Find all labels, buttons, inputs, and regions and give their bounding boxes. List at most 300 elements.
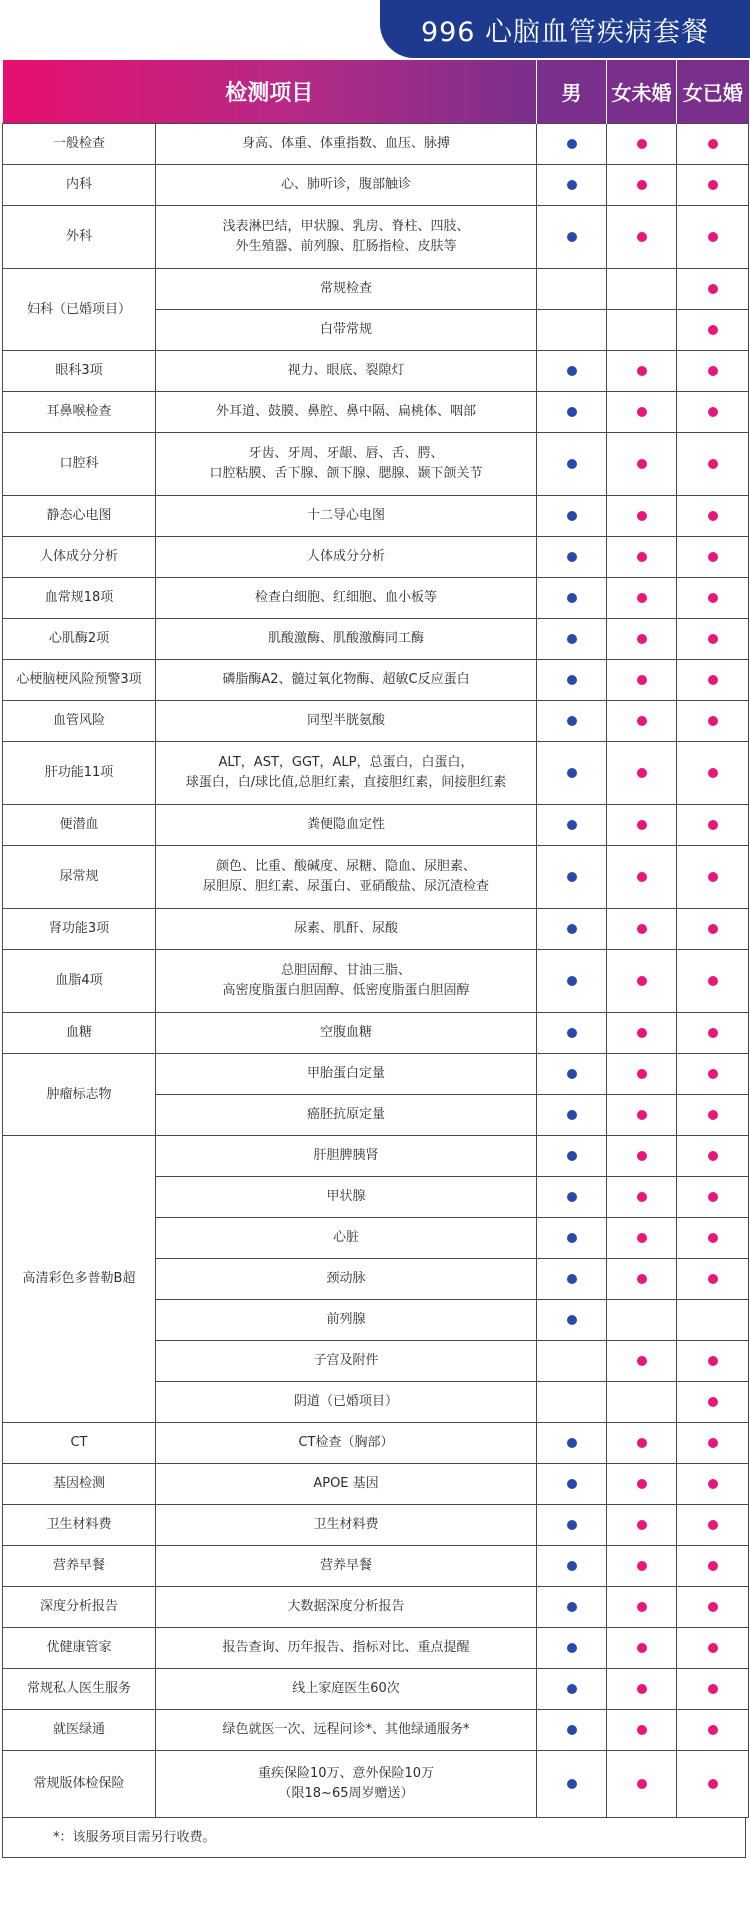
male-availability-dot	[567, 1274, 577, 1284]
availability-cell	[537, 846, 607, 909]
category-cell: 心肌酶2项	[3, 619, 156, 660]
female-unmarried-availability-dot	[637, 976, 647, 986]
male-availability-dot	[567, 1028, 577, 1038]
detail-cell	[156, 909, 537, 950]
detail-line: APOE 基因	[313, 1476, 379, 1491]
detail-line: 颈动脉	[326, 1271, 366, 1286]
footnote: *：该服务项目需另行收费。	[2, 1818, 746, 1858]
female-unmarried-availability-dot	[637, 1192, 647, 1202]
detail-cell	[156, 1259, 537, 1300]
detail-line: 磷脂酶A2、髓过氧化物酶、超敏C反应蛋白	[222, 672, 470, 687]
female-unmarried-availability-dot	[637, 1110, 647, 1120]
table-row	[3, 1505, 749, 1546]
availability-cell	[607, 1751, 677, 1818]
male-availability-dot	[567, 1779, 577, 1789]
female-married-availability-dot	[708, 1479, 718, 1489]
category-cell: 耳鼻喉检查	[3, 392, 156, 433]
availability-cell	[607, 310, 677, 351]
availability-cell	[537, 1669, 607, 1710]
table-row	[3, 206, 749, 269]
availability-cell	[537, 1628, 607, 1669]
availability-cell	[607, 1546, 677, 1587]
female-married-availability-dot	[708, 325, 718, 335]
table-row	[3, 1669, 749, 1710]
female-unmarried-availability-dot	[637, 232, 647, 242]
category-cell: 人体成分分析	[3, 537, 156, 578]
detail-line: 肝胆脾胰肾	[313, 1148, 379, 1163]
availability-cell	[537, 392, 607, 433]
female-unmarried-availability-dot	[637, 1684, 647, 1694]
detail-cell	[156, 1669, 537, 1710]
female-married-availability-dot	[708, 1602, 718, 1612]
table-row	[3, 1751, 749, 1818]
detail-line: 空腹血糖	[320, 1025, 373, 1040]
availability-cell	[677, 1095, 749, 1136]
detail-line: 报告查询、历年报告、指标对比、重点提醒	[222, 1640, 470, 1655]
detail-line: 大数据深度分析报告	[287, 1599, 405, 1614]
availability-cell	[607, 909, 677, 950]
category-cell: 口腔科	[3, 433, 156, 496]
category-cell: 便潜血	[3, 805, 156, 846]
female-unmarried-availability-dot	[637, 1779, 647, 1789]
detail-cell	[156, 619, 537, 660]
male-availability-dot	[567, 1561, 577, 1571]
detail-cell	[156, 1628, 537, 1669]
detail-cell	[156, 1177, 537, 1218]
availability-cell	[537, 1710, 607, 1751]
table-row	[3, 1546, 749, 1587]
availability-cell	[677, 846, 749, 909]
table-row	[3, 269, 749, 310]
table-row	[3, 846, 749, 909]
availability-cell	[677, 950, 749, 1013]
availability-cell	[537, 805, 607, 846]
table-row	[3, 578, 749, 619]
detail-cell	[156, 1423, 537, 1464]
female-married-availability-dot	[708, 180, 718, 190]
availability-cell	[607, 433, 677, 496]
detail-cell	[156, 1464, 537, 1505]
detail-cell	[156, 1751, 537, 1818]
male-availability-dot	[567, 232, 577, 242]
female-unmarried-availability-dot	[637, 768, 647, 778]
detail-line: 甲胎蛋白定量	[307, 1066, 386, 1081]
availability-cell	[677, 392, 749, 433]
detail-cell	[156, 1136, 537, 1177]
availability-cell	[677, 1423, 749, 1464]
female-unmarried-availability-dot	[637, 1479, 647, 1489]
detail-line: 线上家庭医生60次	[292, 1681, 400, 1696]
detail-cell	[156, 1341, 537, 1382]
table-row	[3, 351, 749, 392]
female-married-availability-dot	[708, 1069, 718, 1079]
availability-cell	[607, 619, 677, 660]
availability-cell	[537, 950, 607, 1013]
table-row	[3, 433, 749, 496]
female-married-availability-dot	[708, 1233, 718, 1243]
female-married-availability-dot	[708, 1110, 718, 1120]
male-availability-dot	[567, 407, 577, 417]
female-unmarried-availability-dot	[637, 511, 647, 521]
detail-cell	[156, 1095, 537, 1136]
availability-cell	[677, 742, 749, 805]
female-unmarried-availability-dot	[637, 1643, 647, 1653]
detail-line: 心脏	[333, 1230, 360, 1245]
female-married-availability-dot	[708, 459, 718, 469]
availability-cell	[607, 1423, 677, 1464]
availability-cell	[677, 1218, 749, 1259]
availability-cell	[677, 701, 749, 742]
availability-cell	[607, 165, 677, 206]
availability-cell	[677, 1669, 749, 1710]
table-header-row	[3, 60, 749, 124]
category-cell: 外科	[3, 206, 156, 269]
female-married-availability-dot	[708, 1438, 718, 1448]
female-married-availability-dot	[708, 232, 718, 242]
male-availability-dot	[567, 924, 577, 934]
package-title: 996 心脑血管疾病套餐	[380, 0, 750, 58]
availability-cell	[537, 1136, 607, 1177]
male-availability-dot	[567, 1438, 577, 1448]
availability-cell	[537, 351, 607, 392]
availability-cell	[677, 1751, 749, 1818]
female-married-availability-dot	[708, 139, 718, 149]
detail-line: 牙齿、牙周、牙龈、唇、舌、腭、	[248, 446, 444, 461]
availability-cell	[537, 1423, 607, 1464]
detail-cell	[156, 351, 537, 392]
availability-cell	[677, 578, 749, 619]
detail-line: 视力、眼底、裂隙灯	[287, 363, 405, 378]
detail-line: 颜色、比重、酸碱度、尿糖、隐血、尿胆素、	[216, 859, 477, 874]
table-row	[3, 537, 749, 578]
female-married-availability-dot	[708, 1397, 718, 1407]
detail-cell	[156, 660, 537, 701]
availability-cell	[607, 578, 677, 619]
availability-cell	[537, 1751, 607, 1818]
female-married-availability-dot	[708, 768, 718, 778]
table-row	[3, 1628, 749, 1669]
detail-line: 子宫及附件	[313, 1353, 379, 1368]
detail-cell	[156, 846, 537, 909]
header-female-unmarried: 女未婚	[607, 60, 677, 124]
female-married-availability-dot	[708, 872, 718, 882]
male-availability-dot	[567, 1684, 577, 1694]
male-availability-dot	[567, 1520, 577, 1530]
availability-cell	[607, 1218, 677, 1259]
availability-cell	[537, 496, 607, 537]
availability-cell	[677, 1300, 749, 1341]
header-female-married: 女已婚	[677, 60, 749, 124]
availability-cell	[537, 310, 607, 351]
detail-cell	[156, 742, 537, 805]
availability-cell	[537, 1464, 607, 1505]
detail-line: 卫生材料费	[313, 1517, 379, 1532]
availability-cell	[537, 1546, 607, 1587]
male-availability-dot	[567, 1725, 577, 1735]
availability-cell	[537, 1013, 607, 1054]
availability-cell	[607, 537, 677, 578]
detail-line: 重疾保险10万、意外保险10万	[257, 1766, 435, 1781]
category-cell: 肾功能3项	[3, 909, 156, 950]
category-cell: 眼科3项	[3, 351, 156, 392]
female-unmarried-availability-dot	[637, 675, 647, 685]
table-row	[3, 742, 749, 805]
detail-line: 白带常规	[320, 322, 373, 337]
availability-cell	[537, 206, 607, 269]
table-row	[3, 660, 749, 701]
availability-cell	[677, 1177, 749, 1218]
availability-cell	[607, 1628, 677, 1669]
detail-cell	[156, 1218, 537, 1259]
female-unmarried-availability-dot	[637, 924, 647, 934]
table-row	[3, 392, 749, 433]
category-cell: 常规私人医生服务	[3, 1669, 156, 1710]
availability-cell	[677, 165, 749, 206]
availability-cell	[537, 537, 607, 578]
female-married-availability-dot	[708, 675, 718, 685]
detail-line: 总胆固醇、甘油三脂、	[281, 963, 412, 978]
female-married-availability-dot	[708, 1643, 718, 1653]
detail-line: 浅表淋巴结，甲状腺、乳房、脊柱、四肢、	[222, 219, 470, 234]
female-married-availability-dot	[708, 593, 718, 603]
availability-cell	[607, 660, 677, 701]
female-unmarried-availability-dot	[637, 872, 647, 882]
female-unmarried-availability-dot	[637, 1151, 647, 1161]
availability-cell	[537, 909, 607, 950]
availability-cell	[607, 1669, 677, 1710]
package-table-wrapper	[2, 60, 748, 1818]
availability-cell	[537, 1341, 607, 1382]
availability-cell	[677, 206, 749, 269]
female-married-availability-dot	[708, 552, 718, 562]
availability-cell	[677, 1505, 749, 1546]
category-cell: 一般检查	[3, 124, 156, 165]
availability-cell	[677, 1054, 749, 1095]
availability-cell	[677, 660, 749, 701]
detail-cell	[156, 496, 537, 537]
table-row	[3, 1054, 749, 1095]
availability-cell	[607, 1177, 677, 1218]
availability-cell	[607, 1013, 677, 1054]
category-cell: 尿常规	[3, 846, 156, 909]
availability-cell	[607, 1054, 677, 1095]
availability-cell	[607, 701, 677, 742]
detail-cell	[156, 1546, 537, 1587]
availability-cell	[677, 619, 749, 660]
female-married-availability-dot	[708, 366, 718, 376]
female-married-availability-dot	[708, 511, 718, 521]
detail-line: （限18~65周岁赠送）	[278, 1786, 414, 1801]
detail-line: 阴道（已婚项目）	[294, 1394, 399, 1409]
male-availability-dot	[567, 1110, 577, 1120]
availability-cell	[607, 950, 677, 1013]
table-row	[3, 805, 749, 846]
availability-cell	[607, 846, 677, 909]
availability-cell	[607, 351, 677, 392]
detail-cell	[156, 1505, 537, 1546]
detail-line: 高密度脂蛋白胆固醇、低密度脂蛋白胆固醇	[222, 983, 470, 998]
availability-cell	[537, 1382, 607, 1423]
availability-cell	[677, 310, 749, 351]
availability-cell	[677, 909, 749, 950]
detail-line: 尿素、肌酐、尿酸	[294, 921, 399, 936]
table-row	[3, 701, 749, 742]
availability-cell	[607, 1464, 677, 1505]
availability-cell	[607, 392, 677, 433]
detail-cell	[156, 1710, 537, 1751]
detail-cell	[156, 1013, 537, 1054]
female-married-availability-dot	[708, 1356, 718, 1366]
table-row	[3, 496, 749, 537]
availability-cell	[537, 165, 607, 206]
female-married-availability-dot	[708, 407, 718, 417]
female-unmarried-availability-dot	[637, 1069, 647, 1079]
male-availability-dot	[567, 872, 577, 882]
availability-cell	[537, 1177, 607, 1218]
availability-cell	[607, 1095, 677, 1136]
detail-line: 肌酸激酶、肌酸激酶同工酶	[268, 631, 425, 646]
female-married-availability-dot	[708, 634, 718, 644]
availability-cell	[677, 805, 749, 846]
female-unmarried-availability-dot	[637, 593, 647, 603]
female-married-availability-dot	[708, 1561, 718, 1571]
female-married-availability-dot	[708, 1028, 718, 1038]
female-unmarried-availability-dot	[637, 407, 647, 417]
male-availability-dot	[567, 716, 577, 726]
header-item: 检测项目	[3, 60, 537, 124]
male-availability-dot	[567, 139, 577, 149]
female-unmarried-availability-dot	[637, 1561, 647, 1571]
male-availability-dot	[567, 675, 577, 685]
availability-cell	[677, 269, 749, 310]
table-row	[3, 1136, 749, 1177]
detail-cell	[156, 701, 537, 742]
availability-cell	[607, 1259, 677, 1300]
detail-line: 外生殖器、前列腺、肛肠指检、皮肤等	[235, 239, 457, 254]
female-unmarried-availability-dot	[637, 1725, 647, 1735]
male-availability-dot	[567, 768, 577, 778]
female-unmarried-availability-dot	[637, 1356, 647, 1366]
detail-line: CT检查（胸部）	[298, 1435, 394, 1450]
detail-line: 甲状腺	[326, 1189, 366, 1204]
detail-cell	[156, 805, 537, 846]
availability-cell	[677, 1710, 749, 1751]
detail-cell	[156, 310, 537, 351]
detail-line: 口腔粘膜、舌下腺、颌下腺、腮腺、颞下颌关节	[209, 466, 483, 481]
table-row	[3, 950, 749, 1013]
table-row	[3, 1710, 749, 1751]
availability-cell	[537, 1259, 607, 1300]
category-cell: 血管风险	[3, 701, 156, 742]
female-unmarried-availability-dot	[637, 552, 647, 562]
detail-cell	[156, 950, 537, 1013]
availability-cell	[607, 1300, 677, 1341]
availability-cell	[607, 1710, 677, 1751]
detail-cell	[156, 392, 537, 433]
category-cell: 肿瘤标志物	[3, 1054, 156, 1136]
female-married-availability-dot	[708, 1520, 718, 1530]
detail-line: 营养早餐	[320, 1558, 373, 1573]
category-cell: 内科	[3, 165, 156, 206]
male-availability-dot	[567, 1069, 577, 1079]
male-availability-dot	[567, 552, 577, 562]
availability-cell	[677, 1464, 749, 1505]
category-cell: 肝功能11项	[3, 742, 156, 805]
category-cell: 静态心电图	[3, 496, 156, 537]
detail-line: 粪便隐血定性	[307, 817, 386, 832]
availability-cell	[607, 1587, 677, 1628]
availability-cell	[607, 1136, 677, 1177]
availability-cell	[677, 433, 749, 496]
category-cell: 卫生材料费	[3, 1505, 156, 1546]
female-unmarried-availability-dot	[637, 716, 647, 726]
availability-cell	[677, 351, 749, 392]
female-unmarried-availability-dot	[637, 1028, 647, 1038]
availability-cell	[537, 742, 607, 805]
category-cell: 妇科（已婚项目）	[3, 269, 156, 351]
detail-line: 尿胆原、胆红素、尿蛋白、亚硝酸盐、尿沉渣检查	[203, 879, 490, 894]
male-availability-dot	[567, 366, 577, 376]
availability-cell	[537, 619, 607, 660]
availability-cell	[537, 578, 607, 619]
category-cell: 血脂4项	[3, 950, 156, 1013]
table-row	[3, 909, 749, 950]
male-availability-dot	[567, 511, 577, 521]
availability-cell	[607, 124, 677, 165]
detail-cell	[156, 578, 537, 619]
detail-cell	[156, 269, 537, 310]
category-cell: 深度分析报告	[3, 1587, 156, 1628]
male-availability-dot	[567, 1151, 577, 1161]
category-cell: 心梗脑梗风险预警3项	[3, 660, 156, 701]
availability-cell	[537, 1095, 607, 1136]
male-availability-dot	[567, 1479, 577, 1489]
male-availability-dot	[567, 1192, 577, 1202]
female-unmarried-availability-dot	[637, 459, 647, 469]
female-married-availability-dot	[708, 1684, 718, 1694]
availability-cell	[677, 537, 749, 578]
category-cell: 就医绿通	[3, 1710, 156, 1751]
detail-line: 球蛋白，白/球比值,总胆红素，直接胆红素，间接胆红素	[185, 775, 507, 790]
detail-line: 人体成分分析	[307, 549, 386, 564]
female-unmarried-availability-dot	[637, 366, 647, 376]
detail-line: 检查白细胞、红细胞、血小板等	[255, 590, 438, 605]
detail-line: ALT，AST，GGT，ALP，总蛋白，白蛋白，	[218, 755, 474, 770]
availability-cell	[677, 1587, 749, 1628]
category-cell: CT	[3, 1423, 156, 1464]
table-row	[3, 1587, 749, 1628]
availability-cell	[677, 1382, 749, 1423]
detail-line: 同型半胱氨酸	[307, 713, 386, 728]
female-unmarried-availability-dot	[637, 1274, 647, 1284]
male-availability-dot	[567, 1315, 577, 1325]
table-row	[3, 619, 749, 660]
male-availability-dot	[567, 1643, 577, 1653]
availability-cell	[537, 433, 607, 496]
female-married-availability-dot	[708, 1151, 718, 1161]
detail-cell	[156, 206, 537, 269]
female-married-availability-dot	[708, 716, 718, 726]
availability-cell	[677, 496, 749, 537]
header-male: 男	[537, 60, 607, 124]
availability-cell	[537, 1218, 607, 1259]
detail-line: 常规检查	[320, 281, 373, 296]
availability-cell	[677, 1259, 749, 1300]
availability-cell	[677, 1013, 749, 1054]
availability-cell	[677, 1546, 749, 1587]
availability-cell	[677, 1341, 749, 1382]
detail-line: 绿色就医一次、远程问诊*、其他绿通服务*	[222, 1722, 470, 1737]
